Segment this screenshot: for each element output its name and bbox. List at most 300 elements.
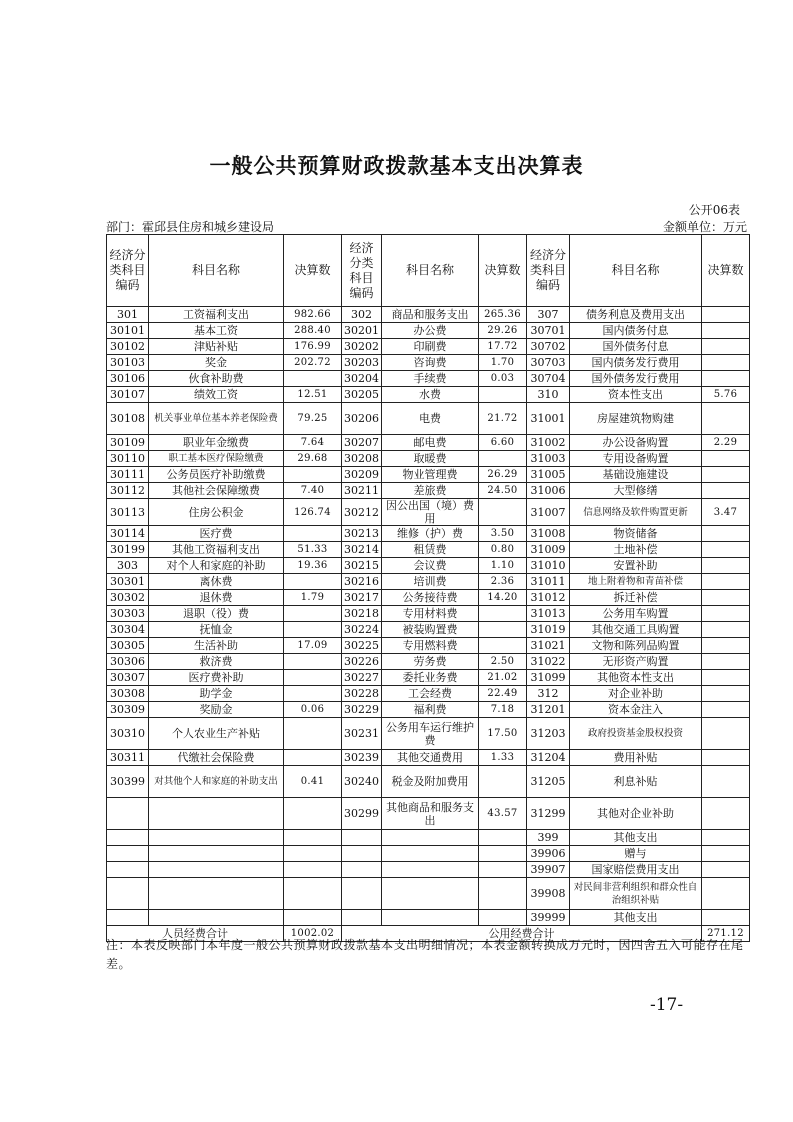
cell-amount-3: 3.47 xyxy=(702,499,750,526)
cell-amount-2: 7.18 xyxy=(479,702,527,718)
cell-amount-1 xyxy=(284,670,342,686)
cell-name-3: 国外债务付息 xyxy=(570,339,702,355)
cell-code-3: 31019 xyxy=(527,622,570,638)
cell-name-1: 医疗费补助 xyxy=(149,670,284,686)
cell-code-1 xyxy=(107,878,149,910)
cell-amount-1 xyxy=(284,830,342,846)
personnel-total-label: 人员经费合计 xyxy=(107,926,284,942)
cell-code-1: 30113 xyxy=(107,499,149,526)
cell-amount-2: 2.50 xyxy=(479,654,527,670)
table-row xyxy=(107,355,750,371)
cell-name-2: 工会经费 xyxy=(382,686,479,702)
cell-amount-1 xyxy=(284,526,342,542)
cell-amount-3 xyxy=(702,622,750,638)
cell-amount-3 xyxy=(702,654,750,670)
cell-name-3: 物资储备 xyxy=(570,526,702,542)
table-row xyxy=(107,766,750,798)
cell-code-1: 30305 xyxy=(107,638,149,654)
cell-amount-1 xyxy=(284,862,342,878)
cell-amount-1 xyxy=(284,574,342,590)
cell-name-2: 邮电费 xyxy=(382,435,479,451)
cell-code-3: 399 xyxy=(527,830,570,846)
cell-name-1: 退职（役）费 xyxy=(149,606,284,622)
cell-amount-2: 26.29 xyxy=(479,467,527,483)
cell-code-3: 31203 xyxy=(527,718,570,750)
table-row xyxy=(107,558,750,574)
cell-name-2: 印刷费 xyxy=(382,339,479,355)
cell-amount-3 xyxy=(702,846,750,862)
cell-name-3: 安置补助 xyxy=(570,558,702,574)
cell-amount-2: 21.72 xyxy=(479,403,527,435)
cell-name-2: 电费 xyxy=(382,403,479,435)
cell-code-3: 31205 xyxy=(527,766,570,798)
cell-code-2: 30226 xyxy=(342,654,382,670)
cell-code-1: 30310 xyxy=(107,718,149,750)
cell-name-1: 对个人和家庭的补助 xyxy=(149,558,284,574)
table-row xyxy=(107,590,750,606)
cell-name-1: 绩效工资 xyxy=(149,387,284,403)
page-title: 一般公共预算财政拨款基本支出决算表 xyxy=(209,154,584,178)
cell-code-1: 30107 xyxy=(107,387,149,403)
cell-amount-1: 29.68 xyxy=(284,451,342,467)
table-row xyxy=(107,387,750,403)
cell-amount-2: 17.72 xyxy=(479,339,527,355)
cell-code-2: 30208 xyxy=(342,451,382,467)
cell-amount-3 xyxy=(702,355,750,371)
cell-amount-1: 7.64 xyxy=(284,435,342,451)
cell-name-3: 费用补贴 xyxy=(570,750,702,766)
table-row xyxy=(107,307,750,323)
table-row xyxy=(107,670,750,686)
cell-name-1 xyxy=(149,862,284,878)
cell-code-2 xyxy=(342,830,382,846)
cell-code-2: 30206 xyxy=(342,403,382,435)
header-amount-1: 决算数 xyxy=(284,235,342,307)
unit-label: 金额单位：万元 xyxy=(662,220,747,234)
cell-name-1: 伙食补助费 xyxy=(149,371,284,387)
cell-name-1: 其他社会保障缴费 xyxy=(149,483,284,499)
cell-name-3: 其他支出 xyxy=(570,910,702,926)
cell-amount-3 xyxy=(702,766,750,798)
cell-name-1: 助学金 xyxy=(149,686,284,702)
header-amount-2: 决算数 xyxy=(479,235,527,307)
cell-name-1: 其他工资福利支出 xyxy=(149,542,284,558)
cell-amount-3 xyxy=(702,371,750,387)
cell-code-1 xyxy=(107,846,149,862)
cell-name-1: 医疗费 xyxy=(149,526,284,542)
cell-name-1: 职业年金缴费 xyxy=(149,435,284,451)
cell-name-2: 培训费 xyxy=(382,574,479,590)
cell-code-1: 30102 xyxy=(107,339,149,355)
cell-name-3: 国外债务发行费用 xyxy=(570,371,702,387)
cell-code-3: 30701 xyxy=(527,323,570,339)
cell-code-3: 31002 xyxy=(527,435,570,451)
cell-code-2 xyxy=(342,878,382,910)
cell-amount-2: 21.02 xyxy=(479,670,527,686)
cell-code-1: 30111 xyxy=(107,467,149,483)
cell-name-3: 大型修缮 xyxy=(570,483,702,499)
cell-code-1 xyxy=(107,862,149,878)
cell-code-2: 30207 xyxy=(342,435,382,451)
cell-code-1 xyxy=(107,798,149,830)
cell-name-1 xyxy=(149,910,284,926)
cell-amount-3 xyxy=(702,862,750,878)
cell-code-3: 310 xyxy=(527,387,570,403)
cell-code-1 xyxy=(107,910,149,926)
cell-name-2: 专用燃料费 xyxy=(382,638,479,654)
cell-name-3: 公务用车购置 xyxy=(570,606,702,622)
table-row xyxy=(107,622,750,638)
cell-name-2: 租赁费 xyxy=(382,542,479,558)
cell-amount-1 xyxy=(284,686,342,702)
cell-name-2: 劳务费 xyxy=(382,654,479,670)
cell-code-1: 30109 xyxy=(107,435,149,451)
cell-amount-1: 7.40 xyxy=(284,483,342,499)
cell-code-1: 30311 xyxy=(107,750,149,766)
cell-amount-2 xyxy=(479,862,527,878)
cell-name-1: 基本工资 xyxy=(149,323,284,339)
cell-name-2: 公务接待费 xyxy=(382,590,479,606)
cell-code-3: 39907 xyxy=(527,862,570,878)
cell-code-2: 30231 xyxy=(342,718,382,750)
table-row xyxy=(107,718,750,750)
cell-code-1: 30114 xyxy=(107,526,149,542)
cell-amount-3 xyxy=(702,718,750,750)
cell-code-1: 30308 xyxy=(107,686,149,702)
cell-name-2: 商品和服务支出 xyxy=(382,307,479,323)
cell-name-1: 生活补助 xyxy=(149,638,284,654)
cell-code-2: 30240 xyxy=(342,766,382,798)
cell-name-2: 其他交通费用 xyxy=(382,750,479,766)
cell-amount-1: 202.72 xyxy=(284,355,342,371)
cell-name-3: 专用设备购置 xyxy=(570,451,702,467)
cell-code-2: 30202 xyxy=(342,339,382,355)
cell-code-1: 30304 xyxy=(107,622,149,638)
cell-name-3: 赠与 xyxy=(570,846,702,862)
cell-name-2 xyxy=(382,830,479,846)
cell-amount-1: 79.25 xyxy=(284,403,342,435)
header-name-1: 科目名称 xyxy=(149,235,284,307)
cell-code-3: 31001 xyxy=(527,403,570,435)
cell-code-2: 30216 xyxy=(342,574,382,590)
cell-name-3: 无形资产购置 xyxy=(570,654,702,670)
cell-name-3: 文物和陈列品购置 xyxy=(570,638,702,654)
cell-code-3: 31012 xyxy=(527,590,570,606)
cell-name-1: 离休费 xyxy=(149,574,284,590)
cell-amount-1: 288.40 xyxy=(284,323,342,339)
cell-code-1: 30306 xyxy=(107,654,149,670)
cell-amount-1 xyxy=(284,622,342,638)
table-row xyxy=(107,846,750,862)
cell-amount-1 xyxy=(284,371,342,387)
cell-name-1: 退休费 xyxy=(149,590,284,606)
cell-name-1: 奖金 xyxy=(149,355,284,371)
cell-code-3: 39999 xyxy=(527,910,570,926)
header-name-2: 科目名称 xyxy=(382,235,479,307)
cell-name-3: 办公设备购置 xyxy=(570,435,702,451)
cell-amount-1 xyxy=(284,846,342,862)
cell-amount-1: 1.79 xyxy=(284,590,342,606)
cell-amount-3 xyxy=(702,542,750,558)
cell-name-3: 国家赔偿费用支出 xyxy=(570,862,702,878)
cell-name-2: 办公费 xyxy=(382,323,479,339)
table-row xyxy=(107,574,750,590)
cell-amount-3 xyxy=(702,558,750,574)
public-total-value: 271.12 xyxy=(702,926,750,942)
table-row xyxy=(107,499,750,526)
cell-name-1: 机关事业单位基本养老保险费 xyxy=(149,403,284,435)
cell-name-2 xyxy=(382,846,479,862)
table-row xyxy=(107,686,750,702)
cell-code-2: 30203 xyxy=(342,355,382,371)
cell-code-3: 30702 xyxy=(527,339,570,355)
cell-name-2 xyxy=(382,910,479,926)
cell-code-1: 30307 xyxy=(107,670,149,686)
cell-name-3: 资本性支出 xyxy=(570,387,702,403)
cell-name-1: 职工基本医疗保险缴费 xyxy=(149,451,284,467)
cell-name-3: 对民间非营利组织和群众性自治组织补贴 xyxy=(570,878,702,910)
table-row xyxy=(107,526,750,542)
cell-name-3: 其他支出 xyxy=(570,830,702,846)
table-row xyxy=(107,798,750,830)
cell-amount-1 xyxy=(284,798,342,830)
header-code-3: 经济分类科目编码 xyxy=(527,235,570,307)
cell-amount-1 xyxy=(284,910,342,926)
table-row xyxy=(107,862,750,878)
cell-amount-2 xyxy=(479,638,527,654)
cell-name-1 xyxy=(149,830,284,846)
cell-name-1: 对其他个人和家庭的补助支出 xyxy=(149,766,284,798)
table-row xyxy=(107,750,750,766)
cell-name-2: 物业管理费 xyxy=(382,467,479,483)
cell-amount-2: 1.70 xyxy=(479,355,527,371)
cell-amount-2: 14.20 xyxy=(479,590,527,606)
cell-code-2: 30224 xyxy=(342,622,382,638)
cell-amount-2: 29.26 xyxy=(479,323,527,339)
cell-amount-3 xyxy=(702,307,750,323)
cell-code-2 xyxy=(342,862,382,878)
cell-amount-3 xyxy=(702,526,750,542)
expenditure-table xyxy=(106,234,750,942)
table-row xyxy=(107,830,750,846)
cell-name-2: 专用材料费 xyxy=(382,606,479,622)
cell-amount-2 xyxy=(479,910,527,926)
cell-name-3: 其他对企业补助 xyxy=(570,798,702,830)
cell-name-1: 救济费 xyxy=(149,654,284,670)
cell-name-2: 福利费 xyxy=(382,702,479,718)
cell-amount-2 xyxy=(479,878,527,910)
cell-amount-1: 176.99 xyxy=(284,339,342,355)
cell-amount-3 xyxy=(702,339,750,355)
cell-code-3: 31008 xyxy=(527,526,570,542)
cell-name-3: 其他交通工具购置 xyxy=(570,622,702,638)
cell-code-3: 31201 xyxy=(527,702,570,718)
cell-code-1: 30106 xyxy=(107,371,149,387)
cell-code-2: 30211 xyxy=(342,483,382,499)
cell-name-2: 维修（护）费 xyxy=(382,526,479,542)
cell-code-2: 30201 xyxy=(342,323,382,339)
cell-amount-3 xyxy=(702,830,750,846)
table-row xyxy=(107,403,750,435)
cell-amount-3 xyxy=(702,323,750,339)
cell-code-3: 31099 xyxy=(527,670,570,686)
cell-code-2: 30212 xyxy=(342,499,382,526)
cell-code-1: 30301 xyxy=(107,574,149,590)
cell-name-1: 工资福利支出 xyxy=(149,307,284,323)
cell-code-2: 30227 xyxy=(342,670,382,686)
cell-amount-1 xyxy=(284,467,342,483)
table-row xyxy=(107,467,750,483)
table-row xyxy=(107,371,750,387)
cell-name-3: 基础设施建设 xyxy=(570,467,702,483)
cell-name-1: 个人农业生产补贴 xyxy=(149,718,284,750)
cell-name-2: 会议费 xyxy=(382,558,479,574)
cell-name-1: 津贴补贴 xyxy=(149,339,284,355)
cell-amount-2: 2.36 xyxy=(479,574,527,590)
cell-code-3: 31204 xyxy=(527,750,570,766)
cell-code-1: 30103 xyxy=(107,355,149,371)
cell-amount-3 xyxy=(702,702,750,718)
cell-code-2 xyxy=(342,846,382,862)
cell-amount-3 xyxy=(702,483,750,499)
table-row xyxy=(107,451,750,467)
cell-amount-2: 0.80 xyxy=(479,542,527,558)
cell-code-3: 39906 xyxy=(527,846,570,862)
table-row xyxy=(107,702,750,718)
cell-code-2: 30204 xyxy=(342,371,382,387)
table-row xyxy=(107,638,750,654)
cell-code-1: 30399 xyxy=(107,766,149,798)
cell-name-2: 其他商品和服务支出 xyxy=(382,798,479,830)
cell-code-3: 31005 xyxy=(527,467,570,483)
cell-amount-3 xyxy=(702,451,750,467)
cell-code-3: 31006 xyxy=(527,483,570,499)
cell-amount-1 xyxy=(284,654,342,670)
table-row xyxy=(107,323,750,339)
cell-code-1: 30110 xyxy=(107,451,149,467)
cell-amount-3 xyxy=(702,910,750,926)
cell-amount-3 xyxy=(702,574,750,590)
cell-code-3: 31021 xyxy=(527,638,570,654)
table-row xyxy=(107,435,750,451)
cell-code-2: 30218 xyxy=(342,606,382,622)
form-number: 公开06表 xyxy=(688,203,740,217)
cell-code-2: 30205 xyxy=(342,387,382,403)
cell-amount-2: 24.50 xyxy=(479,483,527,499)
table-row xyxy=(107,606,750,622)
cell-name-2: 公务用车运行维护费 xyxy=(382,718,479,750)
cell-amount-3 xyxy=(702,590,750,606)
cell-amount-1: 12.51 xyxy=(284,387,342,403)
cell-amount-3 xyxy=(702,750,750,766)
cell-code-1: 30112 xyxy=(107,483,149,499)
header-name-3: 科目名称 xyxy=(570,235,702,307)
cell-amount-3 xyxy=(702,606,750,622)
cell-name-2: 因公出国（境）费用 xyxy=(382,499,479,526)
cell-amount-3 xyxy=(702,467,750,483)
cell-name-3: 资本金注入 xyxy=(570,702,702,718)
cell-amount-1: 51.33 xyxy=(284,542,342,558)
cell-code-2: 30209 xyxy=(342,467,382,483)
cell-amount-1 xyxy=(284,718,342,750)
cell-code-3: 31299 xyxy=(527,798,570,830)
cell-code-1: 301 xyxy=(107,307,149,323)
cell-code-2: 302 xyxy=(342,307,382,323)
cell-code-3: 307 xyxy=(527,307,570,323)
table-row xyxy=(107,910,750,926)
cell-amount-1 xyxy=(284,606,342,622)
cell-name-1: 奖励金 xyxy=(149,702,284,718)
cell-name-3: 其他资本性支出 xyxy=(570,670,702,686)
cell-name-1: 代缴社会保险费 xyxy=(149,750,284,766)
cell-amount-3 xyxy=(702,638,750,654)
cell-amount-2: 22.49 xyxy=(479,686,527,702)
cell-code-2: 30228 xyxy=(342,686,382,702)
cell-name-1 xyxy=(149,878,284,910)
cell-amount-1 xyxy=(284,878,342,910)
cell-code-3: 31007 xyxy=(527,499,570,526)
cell-name-2 xyxy=(382,878,479,910)
cell-code-3: 39908 xyxy=(527,878,570,910)
cell-amount-1 xyxy=(284,750,342,766)
table-row xyxy=(107,483,750,499)
table-body xyxy=(107,307,750,926)
cell-code-1: 30108 xyxy=(107,403,149,435)
cell-code-2: 30229 xyxy=(342,702,382,718)
cell-amount-1: 0.06 xyxy=(284,702,342,718)
department-label: 部门：霍邱县住房和城乡建设局 xyxy=(106,220,275,234)
table-row xyxy=(107,654,750,670)
cell-amount-3: 5.76 xyxy=(702,387,750,403)
cell-amount-2: 6.60 xyxy=(479,435,527,451)
cell-amount-2: 0.03 xyxy=(479,371,527,387)
cell-amount-1: 0.41 xyxy=(284,766,342,798)
table-row xyxy=(107,339,750,355)
cell-amount-3 xyxy=(702,798,750,830)
cell-name-1 xyxy=(149,798,284,830)
cell-name-3: 国内债务发行费用 xyxy=(570,355,702,371)
cell-name-1: 住房公积金 xyxy=(149,499,284,526)
cell-name-3: 拆迁补偿 xyxy=(570,590,702,606)
cell-amount-2: 43.57 xyxy=(479,798,527,830)
cell-amount-3 xyxy=(702,670,750,686)
cell-name-3: 债务利息及费用支出 xyxy=(570,307,702,323)
footnote: 注：本表反映部门本年度一般公共预算财政拨款基本支出明细情况；本表金额转换成万元时，因四舍五入可能存在尾差。 xyxy=(106,938,744,971)
cell-amount-1: 19.36 xyxy=(284,558,342,574)
cell-amount-1: 982.66 xyxy=(284,307,342,323)
cell-amount-2 xyxy=(479,451,527,467)
cell-name-2: 取暖费 xyxy=(382,451,479,467)
cell-name-1: 公务员医疗补助缴费 xyxy=(149,467,284,483)
cell-name-2: 水费 xyxy=(382,387,479,403)
cell-amount-1: 17.09 xyxy=(284,638,342,654)
public-total-label: 公用经费合计 xyxy=(342,926,702,942)
cell-amount-2 xyxy=(479,387,527,403)
cell-amount-3 xyxy=(702,878,750,910)
header-code-1: 经济分类科目编码 xyxy=(107,235,149,307)
cell-code-3: 31010 xyxy=(527,558,570,574)
cell-name-3: 地上附着物和青苗补偿 xyxy=(570,574,702,590)
cell-amount-2: 17.50 xyxy=(479,718,527,750)
table-row xyxy=(107,542,750,558)
cell-amount-3 xyxy=(702,403,750,435)
cell-amount-2: 265.36 xyxy=(479,307,527,323)
cell-name-1: 抚恤金 xyxy=(149,622,284,638)
cell-amount-2 xyxy=(479,830,527,846)
table-row xyxy=(107,878,750,910)
cell-name-2: 被装购置费 xyxy=(382,622,479,638)
cell-amount-2 xyxy=(479,606,527,622)
